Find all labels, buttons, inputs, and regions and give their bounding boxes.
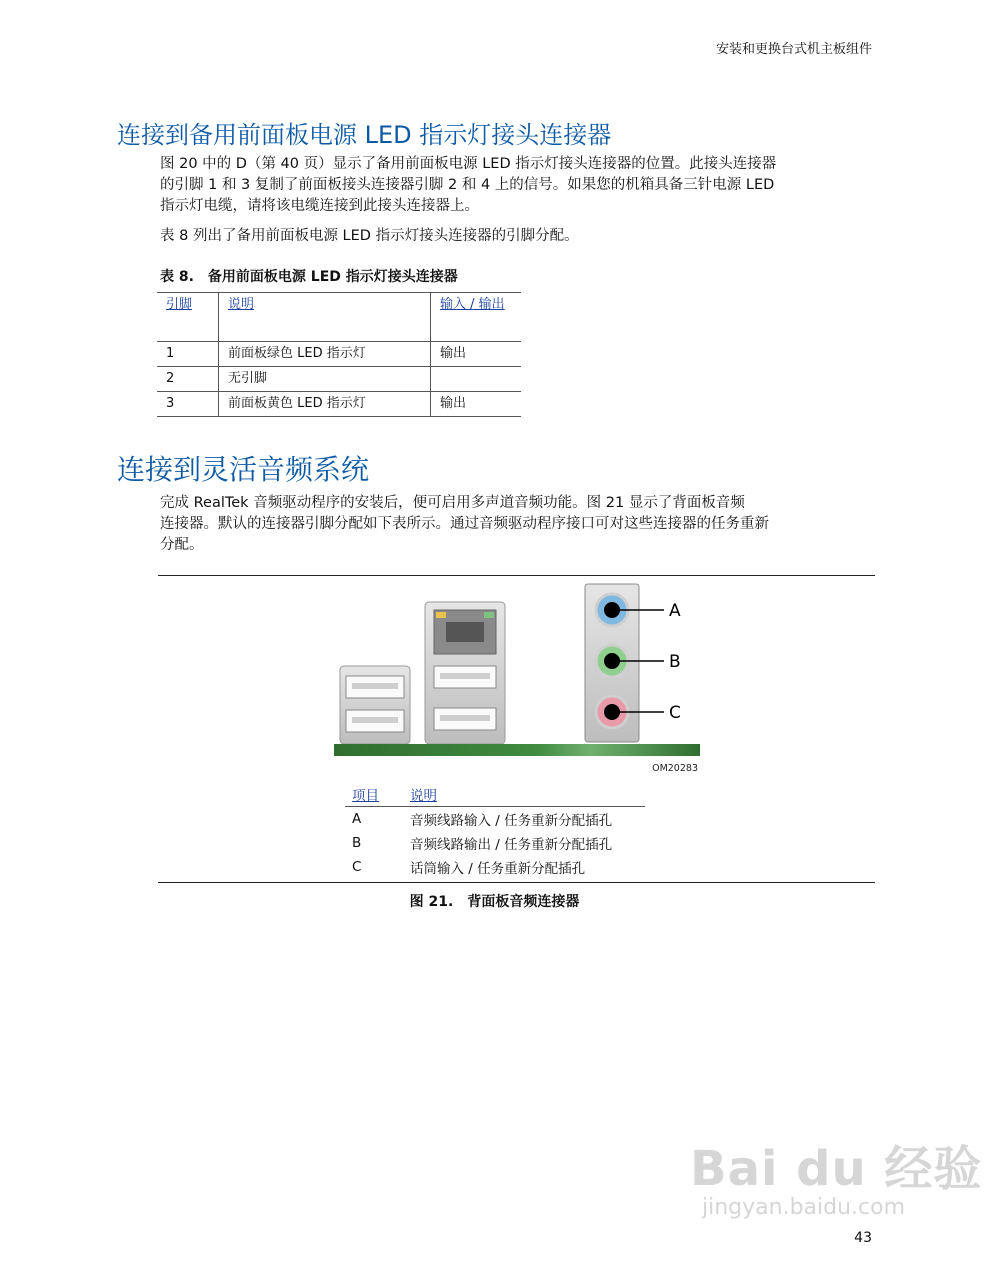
figure-top-rule <box>158 575 875 576</box>
table-cell: 1 <box>157 342 219 367</box>
legend-row <box>345 855 645 879</box>
paragraph-line: 指示灯电缆，请将该电缆连接到此接头连接器上。 <box>160 198 479 214</box>
table-cell: 输出 <box>431 392 522 417</box>
section-heading-led: 连接到备用前面板电源 LED 指示灯接头连接器 <box>117 121 612 149</box>
table-row <box>157 342 521 367</box>
legend-text: 音频线路输出 / 任务重新分配插孔 <box>410 837 613 853</box>
legend-header-link-item[interactable]: 项目 <box>352 788 379 804</box>
table-row <box>157 392 521 417</box>
table-header-row <box>157 293 521 342</box>
back-panel-illustration <box>330 582 705 774</box>
usb-stack-icon <box>340 666 410 744</box>
audio-jack-stack-icon <box>585 584 639 742</box>
table-header-cell <box>431 293 522 342</box>
table-cell <box>431 367 522 392</box>
paragraph-led-intro <box>160 154 860 217</box>
legend-header-link-description[interactable]: 说明 <box>410 788 437 804</box>
baidu-watermark <box>690 1130 982 1220</box>
paragraph-line: 分配。 <box>160 537 204 553</box>
paragraph-line: 图 20 中的 D（第 40 页）显示了备用前面板电源 LED 指示灯接头连接器的位置。此接头连接器 <box>160 156 777 172</box>
paragraph-line: 的引脚 1 和 3 复制了前面板接头连接器引脚 2 和 4 上的信号。如果您的机箱具备三针电源 LED <box>160 177 775 193</box>
callout-label-a: A <box>669 601 681 621</box>
figure-legend <box>345 782 645 879</box>
table-caption: 表 8. 备用前面板电源 LED 指示灯接头连接器 <box>160 269 458 285</box>
header-link-io[interactable]: 输入 / 输出 <box>440 297 505 312</box>
pin-assignment-table <box>157 292 521 417</box>
header-link-pin[interactable]: 引脚 <box>166 297 193 312</box>
legend-text: 话筒输入 / 任务重新分配插孔 <box>410 861 586 877</box>
legend-header-row <box>345 782 645 807</box>
figure-caption: 图 21. 背面板音频连接器 <box>409 894 580 910</box>
legend-key: C <box>352 859 362 875</box>
figure-id-label: OM20283 <box>652 763 698 774</box>
section-heading-audio: 连接到灵活音频系统 <box>117 453 370 486</box>
table-row <box>157 367 521 392</box>
legend-row <box>345 807 645 831</box>
table-cell: 无引脚 <box>219 367 431 392</box>
pcb-edge <box>334 744 700 756</box>
legend-row <box>345 831 645 855</box>
table-cell: 2 <box>157 367 219 392</box>
running-header: 安装和更换台式机主板组件 <box>715 42 872 57</box>
legend-key: B <box>352 835 362 851</box>
callout-label-c: C <box>669 703 681 723</box>
watermark-brand: Bai du 经验 <box>690 1141 983 1197</box>
callout-label-b: B <box>669 652 681 672</box>
table-cell: 前面板黄色 LED 指示灯 <box>219 392 431 417</box>
table-header-cell <box>219 293 431 342</box>
legend-key: A <box>352 811 362 827</box>
figure-bottom-rule <box>158 882 875 883</box>
table-cell: 3 <box>157 392 219 417</box>
paragraph-line: 连接器。默认的连接器引脚分配如下表所示。通过音频驱动程序接口可对这些连接器的任务重新 <box>160 516 769 532</box>
page-number: 43 <box>854 1230 872 1246</box>
paragraph-audio-intro <box>160 493 860 556</box>
paragraph-table-ref: 表 8 列出了备用前面板电源 LED 指示灯接头连接器的引脚分配。 <box>160 228 579 244</box>
lan-usb-stack-icon <box>425 602 505 744</box>
watermark-url: jingyan.baidu.com <box>702 1195 906 1220</box>
header-link-description[interactable]: 说明 <box>228 297 255 312</box>
table-cell: 前面板绿色 LED 指示灯 <box>219 342 431 367</box>
legend-text: 音频线路输入 / 任务重新分配插孔 <box>410 813 613 829</box>
table-cell: 输出 <box>431 342 522 367</box>
table-header-cell <box>157 293 219 342</box>
paragraph-line: 完成 RealTek 音频驱动程序的安装后，便可启用多声道音频功能。图 21 显示了背面板音频 <box>160 495 745 511</box>
